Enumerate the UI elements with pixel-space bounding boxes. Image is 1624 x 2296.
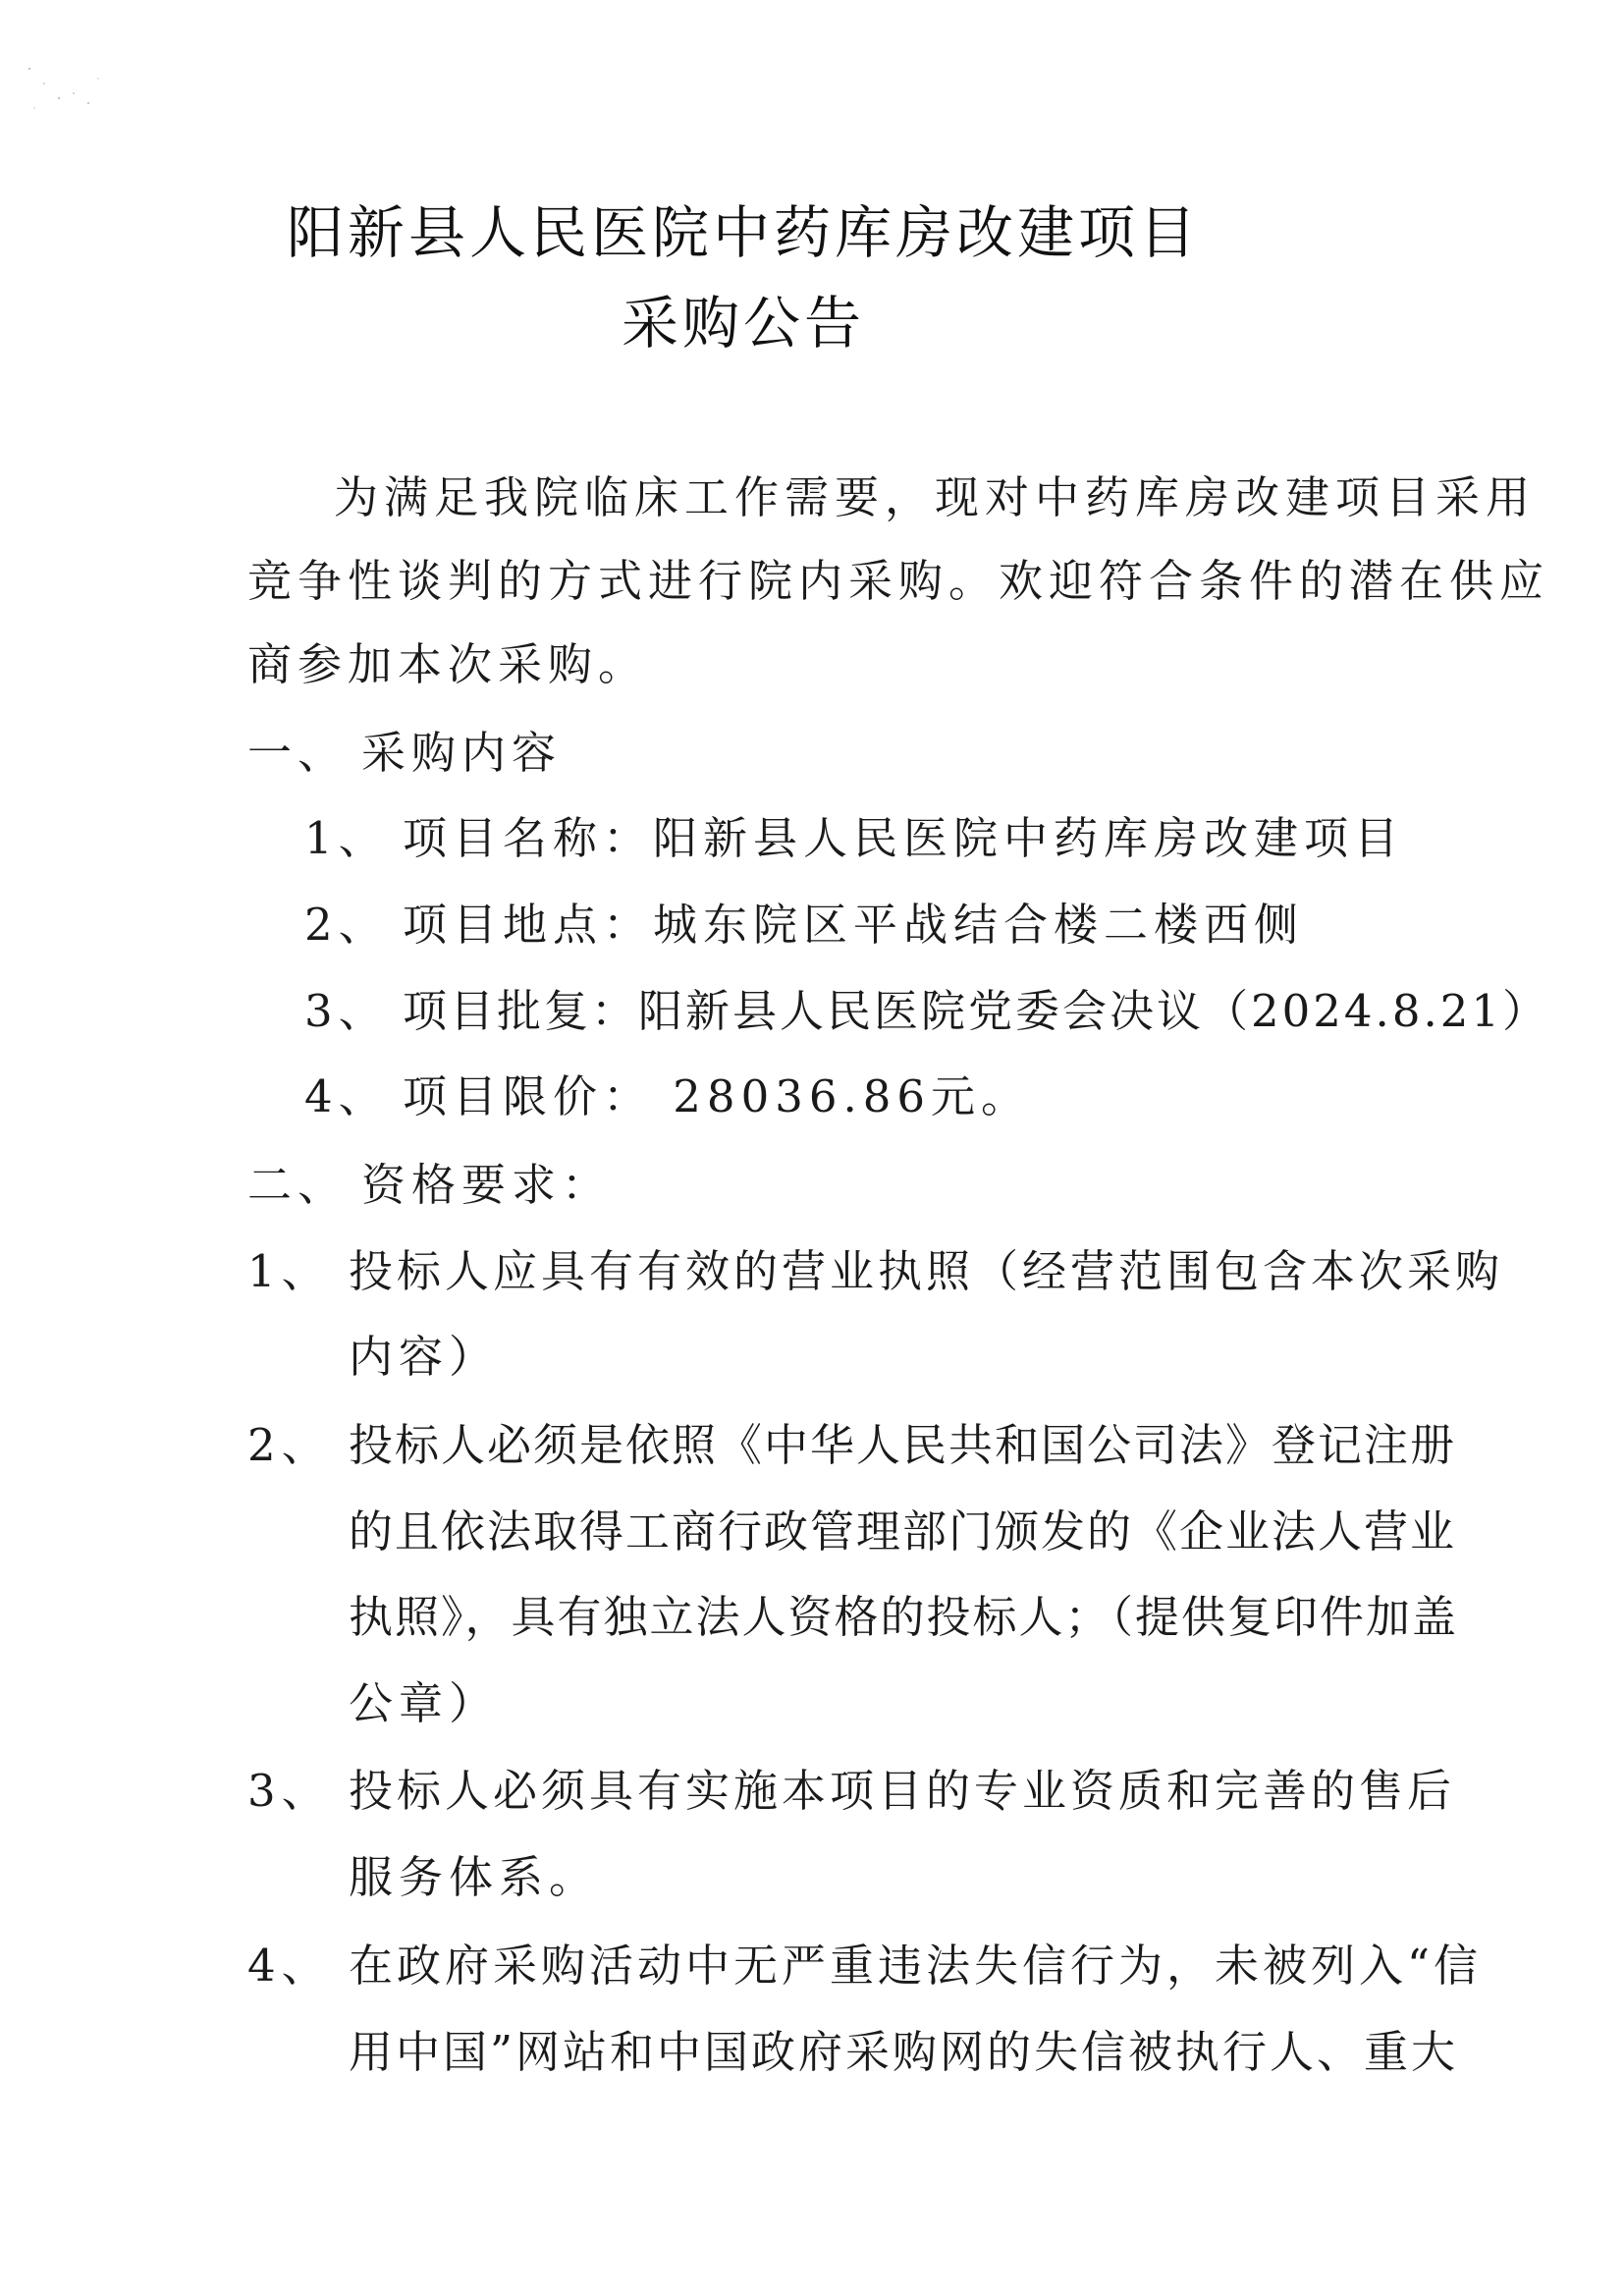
section-1-number: 一、 <box>247 727 349 779</box>
document-title-line-2: 采购公告 <box>621 290 865 356</box>
section-2-item-1-line-1: 投标人应具有有效的营业执照（经营范围包含本次采购 <box>349 1245 1504 1297</box>
section-1-item-4-number: 4、 <box>304 1070 389 1122</box>
section-2-item-4-line-2: 用中国”网站和中国政府采购网的失信被执行人、重大 <box>349 2026 1459 2078</box>
intro-line-3: 商参加本次采购。 <box>247 638 649 690</box>
section-1-item-2-number: 2、 <box>304 899 389 951</box>
section-1-item-3-text: 项目批复：阳新县人民医院党委会决议（2024.8.21） <box>403 985 1550 1037</box>
section-1-item-4-text: 项目限价： 28036.86元。 <box>403 1070 1032 1122</box>
section-2-heading: 资格要求： <box>361 1159 613 1211</box>
document-title-line-1: 阳新县人民医院中药库房改建项目 <box>286 199 1200 266</box>
intro-line-1: 为满足我院临床工作需要，现对中药库房改建项目采用 <box>334 471 1537 523</box>
section-2-item-2-line-3: 执照》，具有独立法人资格的投标人；（提供复印件加盖 <box>349 1591 1459 1643</box>
section-2-item-1-number: 1、 <box>247 1245 332 1297</box>
section-1-item-2-text: 项目地点：城东院区平战结合楼二楼西侧 <box>403 899 1305 951</box>
section-2-item-4-line-1: 在政府采购活动中无严重违法失信行为，未被列入“信 <box>349 1940 1483 1992</box>
section-2-item-3-line-2: 服务体系。 <box>349 1851 600 1903</box>
scan-noise-marks <box>20 39 108 128</box>
section-1-item-1-number: 1、 <box>304 812 389 864</box>
section-2-item-2-line-4: 公章） <box>349 1677 500 1729</box>
section-2-item-2-line-1: 投标人必须是依照《中华人民共和国公司法》登记注册 <box>349 1419 1457 1471</box>
section-2-item-3-line-1: 投标人必须具有实施本项目的专业资质和完善的售后 <box>349 1765 1456 1817</box>
section-1-item-1-text: 项目名称：阳新县人民医院中药库房改建项目 <box>403 812 1405 864</box>
section-2-item-2-line-2: 的且依法取得工商行政管理部门颁发的《企业法人营业 <box>349 1505 1457 1558</box>
section-1-heading: 采购内容 <box>361 727 563 779</box>
section-2-item-3-number: 3、 <box>247 1765 332 1817</box>
section-2-item-4-number: 4、 <box>247 1940 332 1992</box>
section-2-number: 二、 <box>247 1159 349 1211</box>
section-1-item-3-number: 3、 <box>304 985 389 1037</box>
section-2-item-2-number: 2、 <box>247 1419 332 1471</box>
section-2-item-1-line-2: 内容） <box>349 1331 500 1383</box>
intro-line-2: 竞争性谈判的方式进行院内采购。欢迎符合条件的潜在供应 <box>247 555 1550 607</box>
